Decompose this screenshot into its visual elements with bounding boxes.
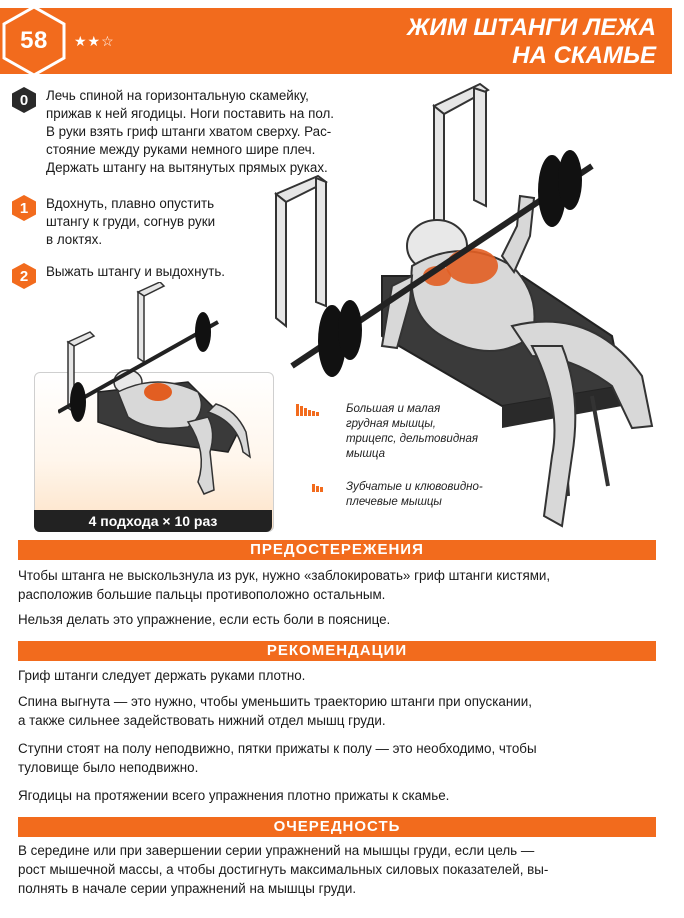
section-banner-warnings: ПРЕДОСТЕРЕЖЕНИЯ — [18, 540, 656, 560]
step-line: прижав к ней ягодицы. Ноги поставить на пол. — [46, 106, 335, 121]
title-line-1: ЖИМ ШТАНГИ ЛЕЖА — [407, 14, 656, 41]
legend-swatch-secondary — [312, 484, 323, 492]
paragraph-line: рост мышечной массы, а чтобы достигнуть максимальных силовых показателей, вы- — [18, 862, 549, 877]
section-banner-recommendations: РЕКОМЕНДАЦИИ — [18, 641, 656, 661]
recommendations-paragraph-2 — [18, 692, 662, 730]
step-line: в локтях. — [46, 232, 103, 247]
paragraph-line: а также сильнее задействовать нижний отдел мышц груди. — [18, 713, 386, 728]
step-text-2 — [46, 263, 286, 281]
paragraph-line: Нельзя делать это упражнение, если есть боли в пояснице. — [18, 612, 391, 627]
paragraph-line: Чтобы штанга не выскользнула из рук, нужно «заблокировать» гриф штанги кистями, — [18, 568, 551, 583]
paragraph-line: В середине или при завершении серии упражнений на мышцы груди, если цель — — [18, 843, 535, 858]
paragraph-line: Ступни стоят на полу неподвижно, пятки прижаты к полу — это необходимо, чтобы — [18, 741, 537, 756]
bar-lowered-illustration — [58, 282, 258, 502]
recommendations-paragraph-3 — [18, 739, 662, 777]
legend-line: трицепс, дельтовидная — [346, 433, 479, 445]
recommendations-paragraph-1 — [18, 666, 662, 685]
step-number: 1 — [19, 199, 29, 217]
legend-swatch-primary — [296, 404, 319, 416]
section-banner-order: ОЧЕРЕДНОСТЬ — [18, 817, 656, 837]
title-line-2: НА СКАМЬЕ — [512, 42, 656, 69]
step-number: 2 — [19, 267, 29, 285]
step-badge-2 — [10, 262, 38, 290]
page-number: 58 — [20, 27, 48, 54]
step-line: Вдохнуть, плавно опустить — [46, 196, 215, 211]
step-line: Держать штангу на вытянутых прямых руках. — [46, 160, 328, 175]
legend-line: Зубчатые и клювовидно- — [346, 481, 483, 493]
step-line: Лечь спиной на горизонтальную скамейку, — [46, 88, 309, 103]
legend-line: плечевые мышцы — [346, 496, 442, 508]
legend-secondary-muscles — [346, 480, 483, 510]
step-badge-1 — [10, 194, 38, 222]
legend-line: мышца — [346, 448, 385, 460]
sets-reps-bar: 4 подхода × 10 раз — [34, 510, 272, 532]
paragraph-line: Гриф штанги следует держать руками плотно. — [18, 668, 306, 683]
step-text-1 — [46, 195, 286, 249]
legend-primary-muscles — [346, 402, 478, 462]
exercise-title — [407, 14, 656, 70]
paragraph-line: туловище было неподвижно. — [18, 760, 199, 775]
legend-line: грудная мышцы, — [346, 418, 436, 430]
paragraph-line: полнять в начале серии упражнений на мышцы груди. — [18, 881, 357, 896]
warnings-paragraph-1 — [18, 566, 662, 604]
step-line: В руки взять гриф штанги хватом сверху. Рас- — [46, 124, 332, 139]
warnings-paragraph-2 — [18, 610, 662, 629]
difficulty-stars: ★★☆ — [74, 33, 115, 49]
step-line: штангу к груди, согнув руки — [46, 214, 216, 229]
paragraph-line: Спина выгнута — это нужно, чтобы уменьшить траекторию штанги при опускании, — [18, 694, 532, 709]
step-number: 0 — [19, 91, 29, 109]
step-line: Выжать штангу и выдохнуть. — [46, 264, 226, 279]
paragraph-line: расположив большие пальцы противоположно остальным. — [18, 587, 386, 602]
step-badge-0 — [10, 86, 38, 114]
bench-press-illustration — [262, 76, 672, 546]
step-line: стояние между руками немного шире плеч. — [46, 142, 316, 157]
recommendations-paragraph-4 — [18, 786, 662, 805]
order-paragraph — [18, 841, 662, 898]
legend-line: Большая и малая — [346, 403, 441, 415]
paragraph-line: Ягодицы на протяжении всего упражнения плотно прижаты к скамье. — [18, 788, 450, 803]
